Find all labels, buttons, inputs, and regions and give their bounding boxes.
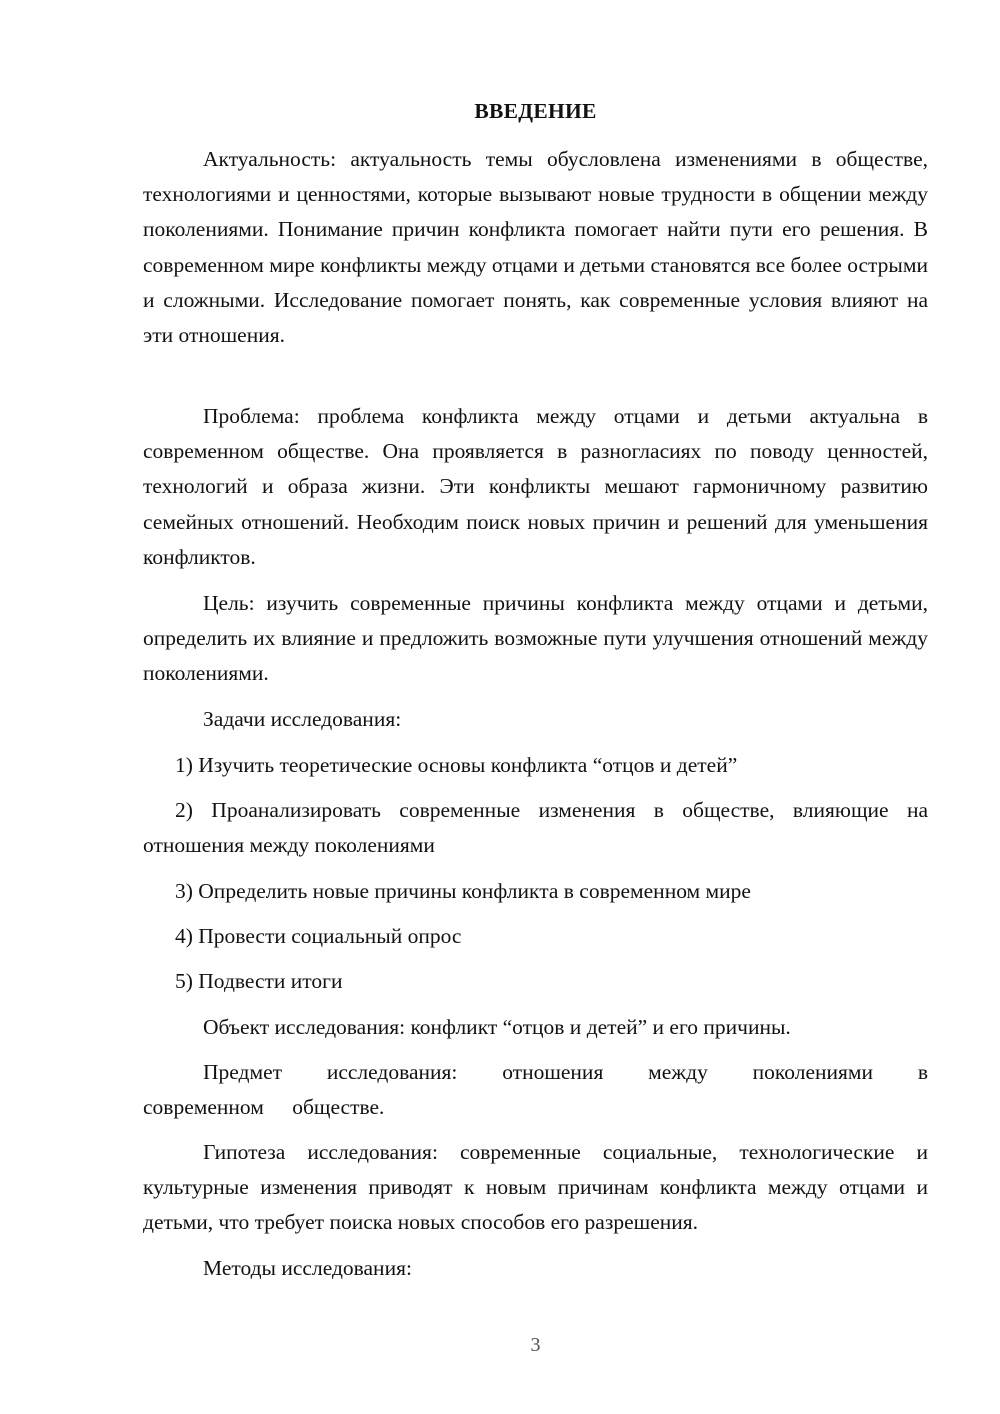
task-item-4: 4) Провести социальный опрос: [175, 924, 462, 948]
section-heading: ВВЕДЕНИЕ: [474, 99, 597, 123]
paragraph-goal: Цель: изучить современные причины конфликта между отцами и детьми, определить их влияние и предложить возможные пути улучшения отношений между поколениями.: [143, 591, 928, 686]
task-item-5: 5) Подвести итоги: [175, 969, 343, 993]
task-item-2: 2) Проанализировать современные изменения в обществе, влияющие на отношения между поколениями: [143, 798, 928, 858]
paragraph-subject: Предмет исследования: отношения между поколениями в современном обществе.: [143, 1060, 928, 1120]
task-item-1: 1) Изучить теоретические основы конфликта “отцов и детей”: [175, 753, 738, 777]
paragraph-hypothesis: Гипотеза исследования: современные социальные, технологические и культурные изменения приводят к новым причинам конфликта между отцами и детьми, что требует поиска новых способов его разрешения.: [143, 1140, 928, 1235]
tasks-heading: Задачи исследования:: [203, 707, 402, 731]
task-item-3: 3) Определить новые причины конфликта в современном мире: [175, 879, 751, 903]
paragraph-problem: Проблема: проблема конфликта между отцами и детьми актуальна в современном обществе. Она проявляется в разногласиях по поводу ценностей, технологий и образа жизни. Эти конфликты мешают гармоничному развитию семейных отношений. Необходим поиск новых причин и решений для уменьшения конфликтов.: [143, 404, 928, 569]
methods-heading: Методы исследования:: [203, 1256, 412, 1280]
paragraph-object: Объект исследования: конфликт “отцов и детей” и его причины.: [203, 1015, 791, 1039]
page-number: 3: [530, 1334, 541, 1356]
paragraph-relevance: Актуальность: актуальность темы обусловлена изменениями в обществе, технологиями и ценностями, которые вызывают новые трудности в общении между поколениями. Понимание причин конфликта помогает найти пути его решения. В современном мире конфликты между отцами и детьми становятся все более острыми и сложными. Исследование помогает понять, как современные условия влияют на эти отношения.: [143, 147, 928, 348]
